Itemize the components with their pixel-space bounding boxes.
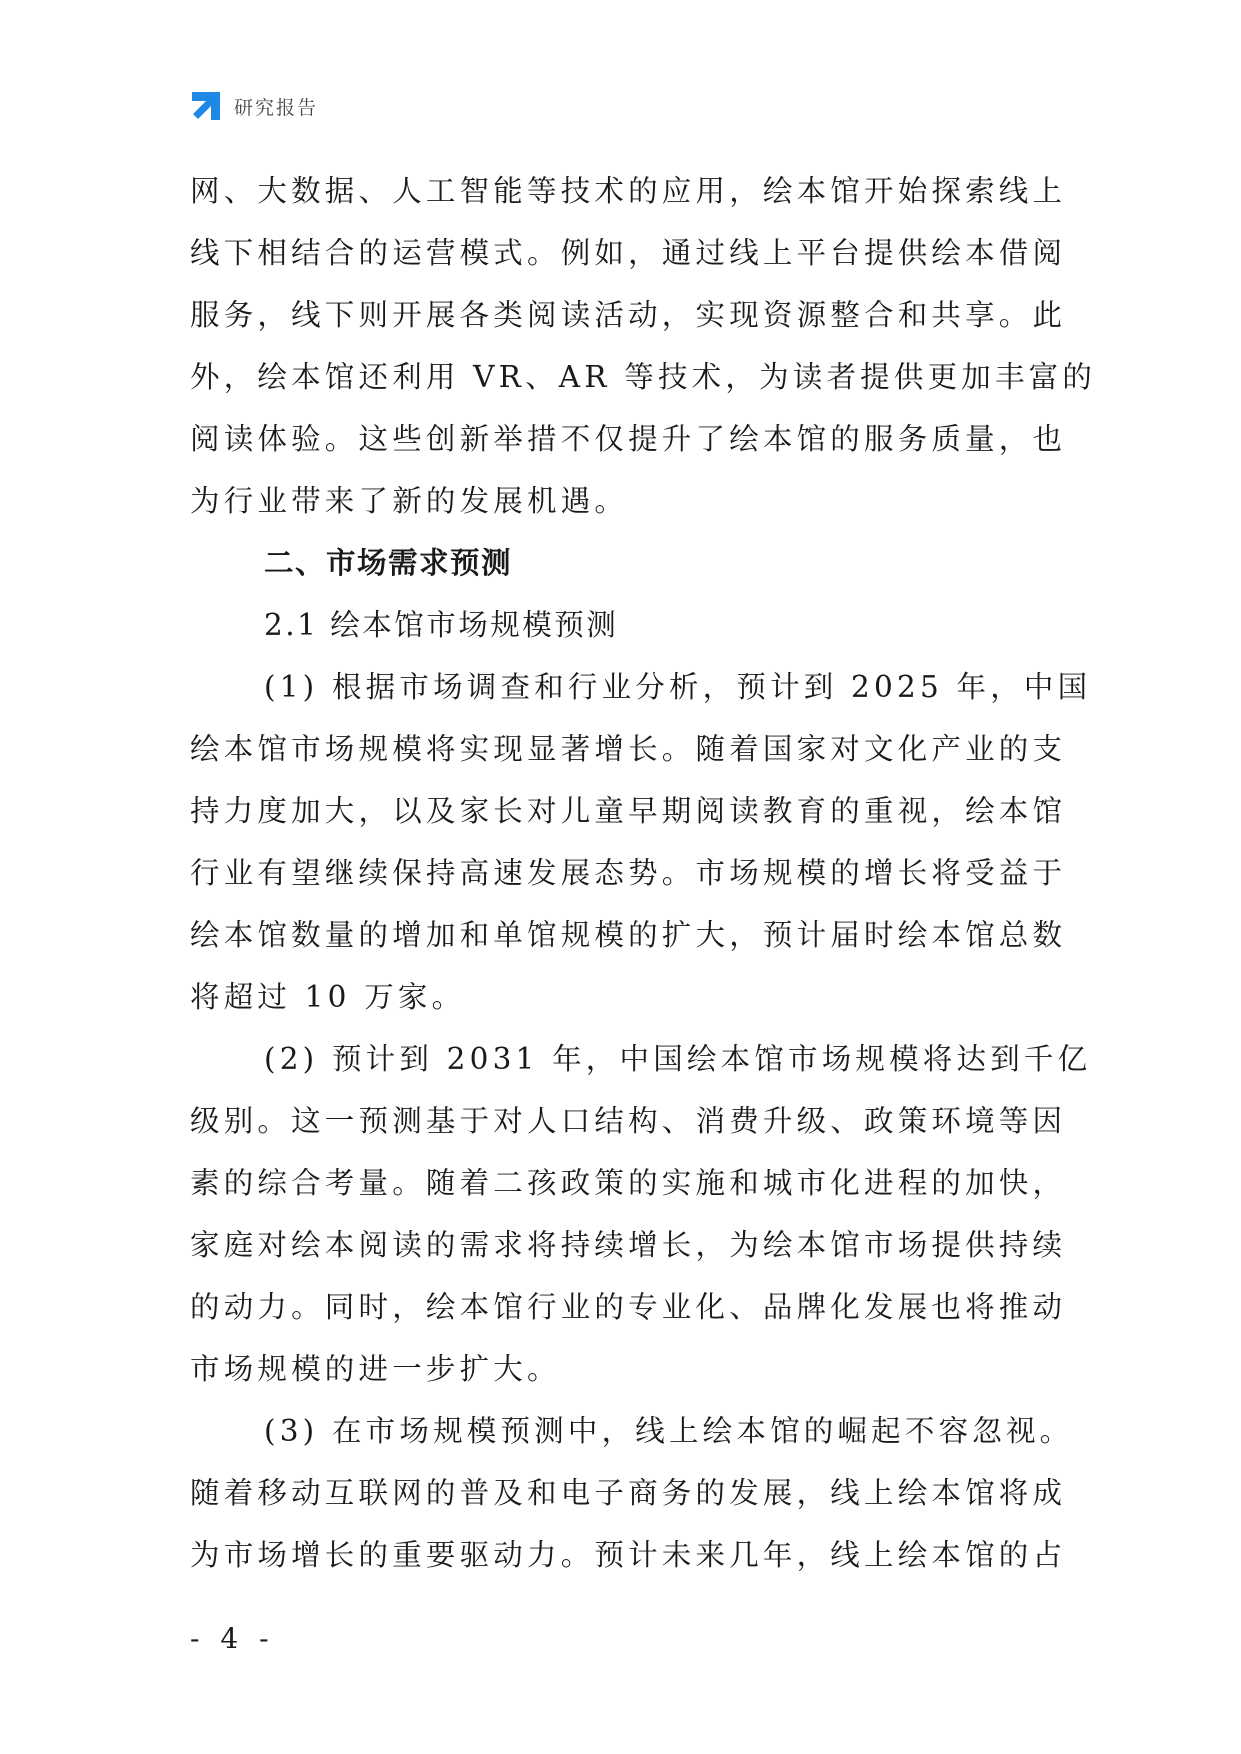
paragraph-line: 家庭对绘本阅读的需求将持续增长，为绘本馆市场提供持续 bbox=[190, 1228, 1067, 1262]
paragraph-line: 市场规模的进一步扩大。 bbox=[190, 1352, 561, 1386]
paragraph-line: 线下相结合的运营模式。例如，通过线上平台提供绘本借阅 bbox=[190, 236, 1067, 270]
paragraph-line: (2) 预计到 2031 年，中国绘本馆市场规模将达到千亿 bbox=[264, 1042, 1092, 1076]
paragraph-line: 行业有望继续保持高速发展态势。市场规模的增长将受益于 bbox=[190, 856, 1067, 890]
paragraph-line: 将超过 10 万家。 bbox=[190, 980, 466, 1014]
page-header bbox=[190, 88, 318, 124]
document-body bbox=[190, 160, 1097, 1586]
paragraph-line: 级别。这一预测基于对人口结构、消费升级、政策环境等因 bbox=[190, 1104, 1067, 1138]
paragraph-line: 绘本馆数量的增加和单馆规模的扩大，预计届时绘本馆总数 bbox=[190, 918, 1067, 952]
paragraph-line: 服务，线下则开展各类阅读活动，实现资源整合和共享。此 bbox=[190, 298, 1067, 332]
subsection-heading: 2.1 绘本馆市场规模预测 bbox=[264, 608, 619, 642]
paragraph-line: (1) 根据市场调查和行业分析，预计到 2025 年，中国 bbox=[264, 670, 1092, 704]
header-title: 研究报告 bbox=[234, 96, 319, 119]
paragraph-line: 网、大数据、人工智能等技术的应用，绘本馆开始探索线上 bbox=[190, 174, 1067, 208]
paragraph-line: 的动力。同时，绘本馆行业的专业化、品牌化发展也将推动 bbox=[190, 1290, 1067, 1324]
paragraph-line: (3) 在市场规模预测中，线上绘本馆的崛起不容忽视。 bbox=[264, 1414, 1074, 1448]
paragraph-line: 外，绘本馆还利用 VR、AR 等技术，为读者提供更加丰富的 bbox=[190, 360, 1097, 394]
paragraph-line: 阅读体验。这些创新举措不仅提升了绘本馆的服务质量，也 bbox=[190, 422, 1067, 456]
paragraph-line: 为市场增长的重要驱动力。预计未来几年，线上绘本馆的占 bbox=[190, 1538, 1067, 1572]
page-number: - 4 - bbox=[190, 1622, 275, 1655]
section-heading: 二、市场需求预测 bbox=[264, 546, 513, 580]
paragraph-line: 素的综合考量。随着二孩政策的实施和城市化进程的加快， bbox=[190, 1166, 1067, 1200]
paragraph-line: 持力度加大，以及家长对儿童早期阅读教育的重视，绘本馆 bbox=[190, 794, 1067, 828]
paragraph-line: 绘本馆市场规模将实现显著增长。随着国家对文化产业的支 bbox=[190, 732, 1067, 766]
logo-arrow-icon bbox=[190, 90, 222, 122]
paragraph-line: 为行业带来了新的发展机遇。 bbox=[190, 484, 629, 518]
paragraph-line: 随着移动互联网的普及和电子商务的发展，线上绘本馆将成 bbox=[190, 1476, 1067, 1510]
